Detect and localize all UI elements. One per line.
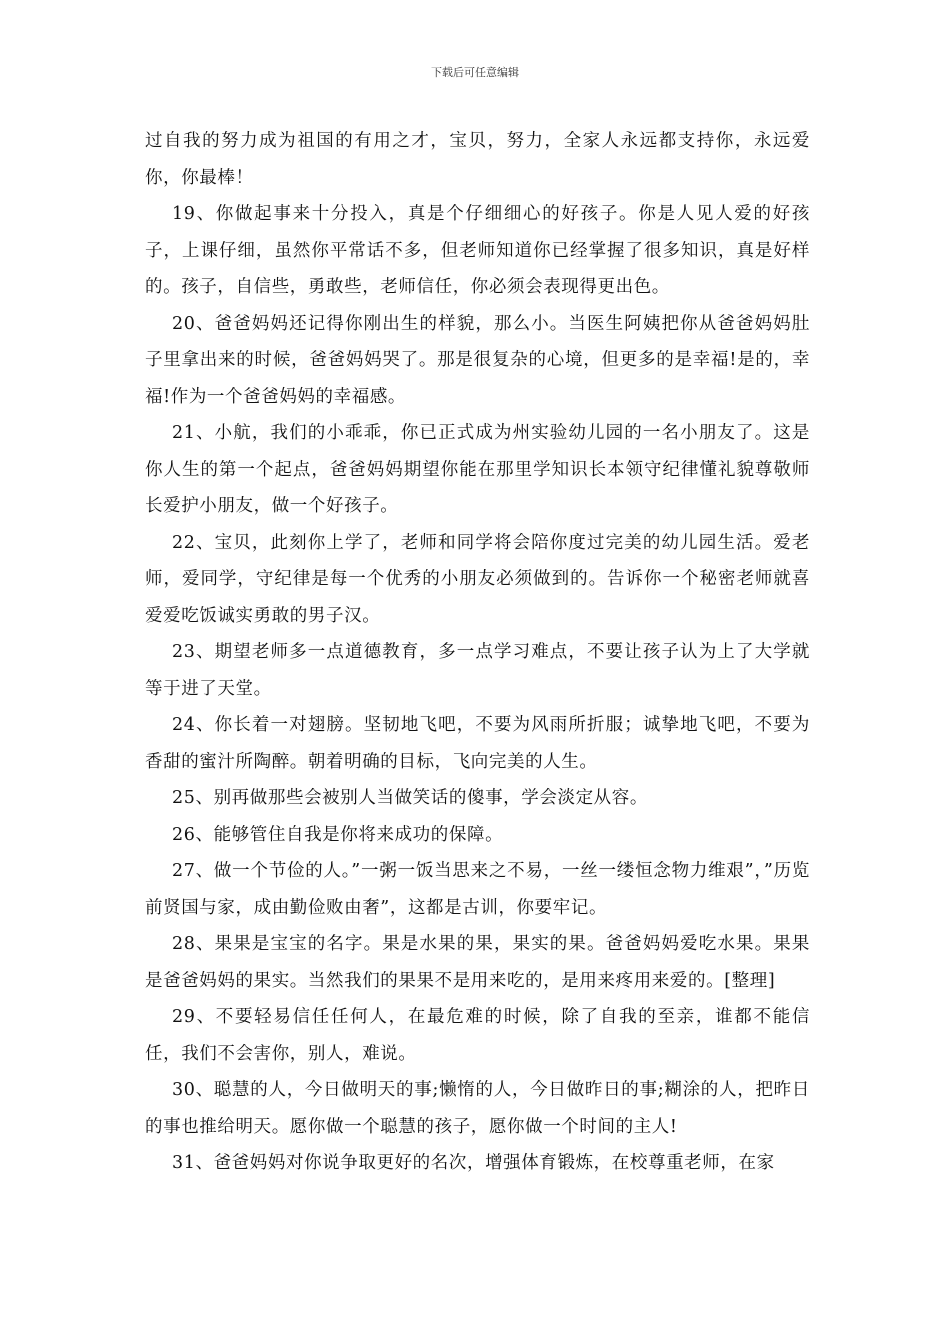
paragraph: 27、做一个节俭的人。”一粥一饭当思来之不易，一丝一缕恒念物力维艰”，”历览前贤国与家，成由勤俭败由奢”，这都是古训，你要牢记。 — [145, 861, 810, 918]
document-body — [145, 123, 810, 1182]
paragraph: 30、聪慧的人，今日做明天的事;懒惰的人，今日做昨日的事;糊涂的人，把昨日的事也推给明天。愿你做一个聪慧的孩子，愿你做一个时间的主人! — [145, 1080, 810, 1137]
page-header: 下载后可任意编辑 — [431, 66, 519, 79]
paragraph: 28、果果是宝宝的名字。果是水果的果，果实的果。爸爸妈妈爱吃水果。果果是爸爸妈妈的果实。当然我们的果果不是用来吃的，是用来疼用来爱的。[整理] — [145, 934, 810, 991]
paragraph: 20、爸爸妈妈还记得你刚出生的样貌，那么小。当医生阿姨把你从爸爸妈妈肚子里拿出来的时候，爸爸妈妈哭了。那是很复杂的心境，但更多的是幸福!是的，幸福!作为一个爸爸妈妈的幸福感。 — [145, 313, 810, 407]
paragraph: 25、别再做那些会被别人当做笑话的傻事，学会淡定从容。 — [172, 788, 648, 808]
paragraph: 19、你做起事来十分投入，真是个仔细细心的好孩子。你是人见人爱的好孩子，上课仔细，虽然你平常话不多，但老师知道你已经掌握了很多知识，真是好样的。孩子，自信些，勇敢些，老师信任，你必须会表现得更出色。 — [145, 204, 810, 297]
paragraph: 26、能够管住自我是你将来成功的保障。 — [172, 824, 504, 845]
paragraph: 过自我的努力成为祖国的有用之才，宝贝，努力，全家人永远都支持你，永远爱你，你最棒！ — [145, 131, 810, 188]
paragraph: 31、爸爸妈妈对你说争取更好的名次，增强体育锻炼，在校尊重老师，在家 — [172, 1153, 775, 1173]
paragraph: 22、宝贝，此刻你上学了，老师和同学将会陪你度过完美的幼儿园生活。爱老师，爱同学，守纪律是每一个优秀的小朋友必须做到的。告诉你一个秘密老师就喜爱爱吃饭诚实勇敢的男子汉。 — [145, 532, 810, 626]
paragraph: 23、期望老师多一点道德教育，多一点学习难点，不要让孩子认为上了大学就等于进了天堂。 — [145, 642, 810, 699]
paragraph: 29、不要轻易信任任何人，在最危难的时候，除了自我的至亲，谁都不能信任，我们不会害你，别人，难说。 — [145, 1007, 810, 1064]
paragraph: 21、小航，我们的小乖乖，你已正式成为州实验幼儿园的一名小朋友了。这是你人生的第一个起点，爸爸妈妈期望你能在那里学知识长本领守纪律懂礼貌尊敬师长爱护小朋友，做一个好孩子。 — [145, 423, 810, 516]
paragraph: 24、你长着一对翅膀。坚韧地飞吧，不要为风雨所折服；诚挚地飞吧，不要为香甜的蜜汁所陶醉。朝着明确的目标，飞向完美的人生。 — [145, 715, 810, 772]
